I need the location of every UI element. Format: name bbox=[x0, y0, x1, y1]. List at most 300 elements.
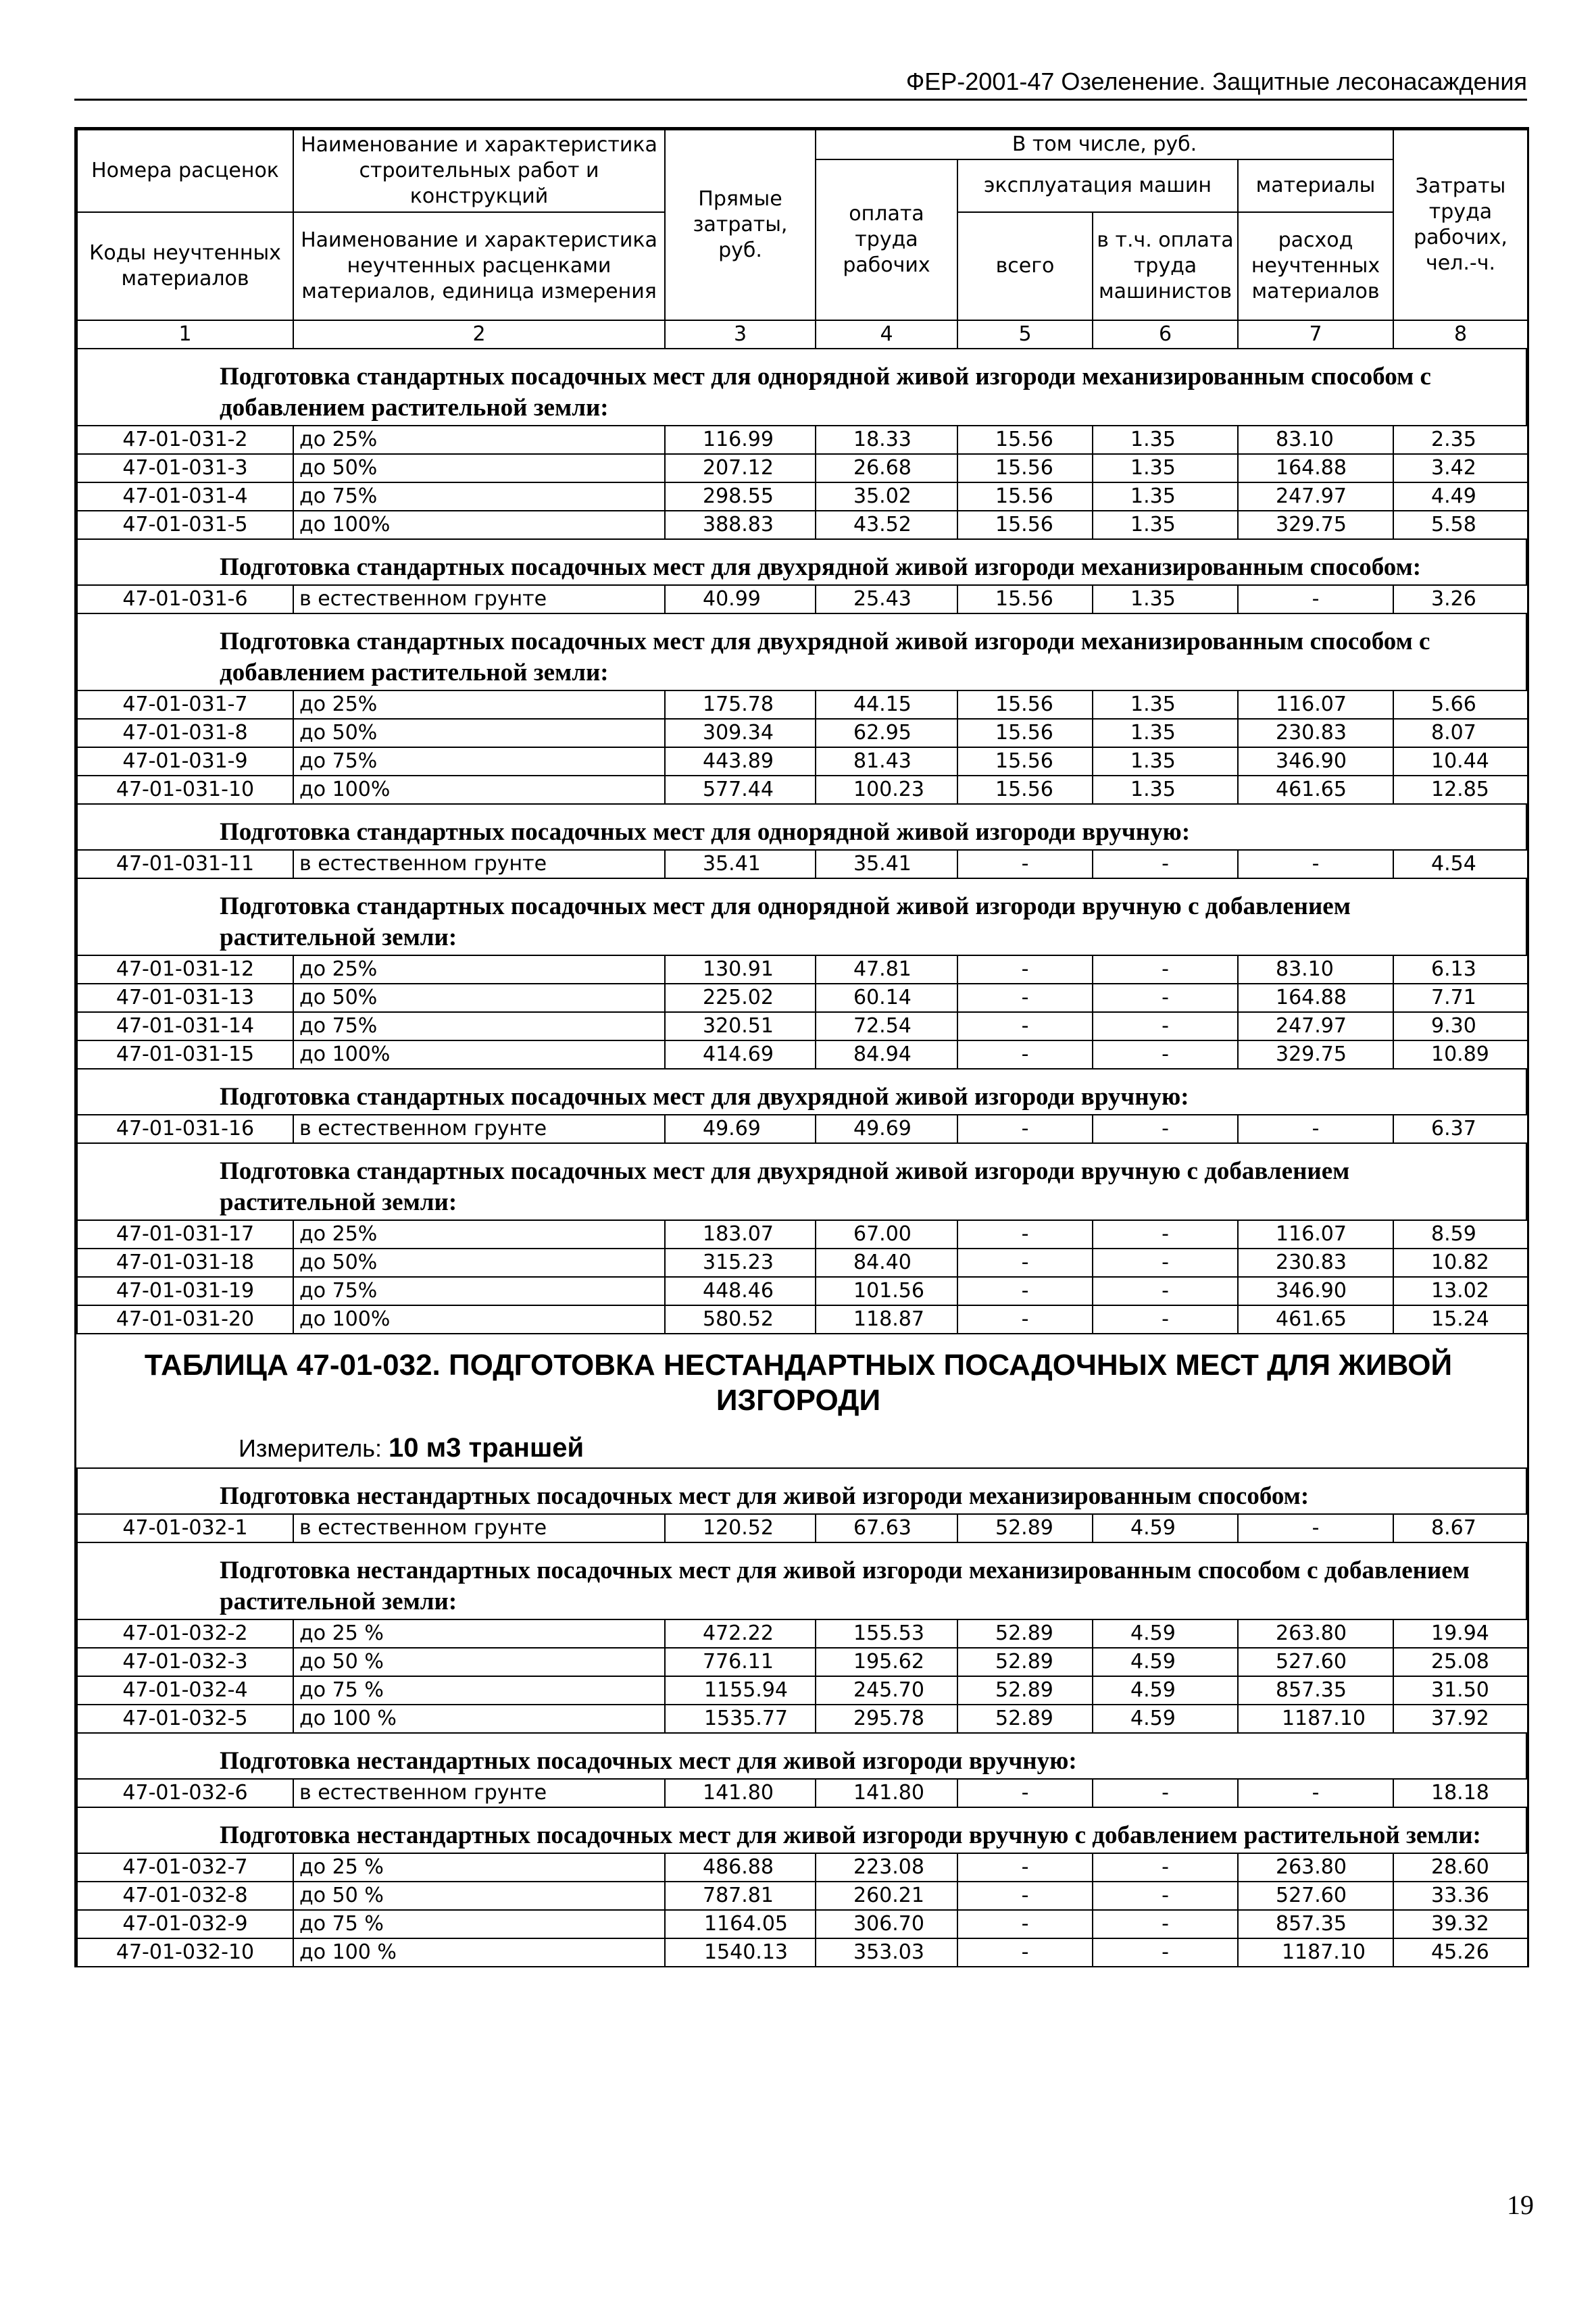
materials-cost-cell: 461.65 bbox=[1238, 1305, 1393, 1334]
rate-code-cell: 47-01-031-2 bbox=[77, 426, 293, 454]
table-row bbox=[77, 1648, 1528, 1676]
work-description-cell: до 75% bbox=[293, 747, 665, 776]
work-description-cell: в естественном грунте bbox=[293, 850, 665, 878]
table-row bbox=[77, 776, 1528, 804]
rate-code-cell: 47-01-032-6 bbox=[77, 1779, 293, 1807]
materials-cost-cell: 164.88 bbox=[1238, 454, 1393, 482]
labor-pay-cell: 295.78 bbox=[816, 1705, 957, 1733]
column-number: 6 bbox=[1093, 320, 1238, 349]
labor-hours-cell: 31.50 bbox=[1393, 1676, 1528, 1705]
machines-labor-cell: - bbox=[1093, 1910, 1238, 1938]
column-number: 5 bbox=[957, 320, 1093, 349]
work-description-cell: до 25% bbox=[293, 426, 665, 454]
page-number: 19 bbox=[1507, 2190, 1534, 2220]
materials-cost-cell: 263.80 bbox=[1238, 1619, 1393, 1648]
running-header: ФЕР-2001-47 Озеленение. Защитные лесонасаждения bbox=[74, 68, 1527, 101]
labor-pay-cell: 101.56 bbox=[816, 1277, 957, 1305]
machines-total-cell: 15.56 bbox=[957, 776, 1093, 804]
table-row bbox=[77, 1910, 1528, 1938]
work-description-cell: до 50 % bbox=[293, 1648, 665, 1676]
table-row bbox=[77, 1676, 1528, 1705]
rate-code-cell: 47-01-032-1 bbox=[77, 1514, 293, 1542]
direct-costs-cell: 309.34 bbox=[665, 719, 816, 747]
machines-total-cell: 15.56 bbox=[957, 454, 1093, 482]
work-description-cell: до 25% bbox=[293, 1220, 665, 1249]
labor-pay-cell: 141.80 bbox=[816, 1779, 957, 1807]
section-title: Подготовка нестандартных посадочных мест для живой изгороди вручную: bbox=[76, 1734, 1527, 1778]
machines-labor-cell: 4.59 bbox=[1093, 1619, 1238, 1648]
labor-hours-cell: 6.37 bbox=[1393, 1115, 1528, 1143]
labor-hours-cell: 45.26 bbox=[1393, 1938, 1528, 1967]
labor-hours-cell: 8.07 bbox=[1393, 719, 1528, 747]
rate-code-cell: 47-01-032-4 bbox=[77, 1676, 293, 1705]
machines-total-cell: - bbox=[957, 1249, 1093, 1277]
machines-labor-cell: - bbox=[1093, 1779, 1238, 1807]
direct-costs-cell: 320.51 bbox=[665, 1012, 816, 1040]
rate-code-cell: 47-01-032-3 bbox=[77, 1648, 293, 1676]
labor-pay-cell: 25.43 bbox=[816, 585, 957, 613]
rates-table bbox=[76, 849, 1528, 879]
machines-labor-cell: 4.59 bbox=[1093, 1648, 1238, 1676]
table-row bbox=[77, 1853, 1528, 1882]
work-description-cell: до 100% bbox=[293, 511, 665, 539]
direct-costs-cell: 35.41 bbox=[665, 850, 816, 878]
rate-code-cell: 47-01-031-8 bbox=[77, 719, 293, 747]
machines-total-cell: 52.89 bbox=[957, 1705, 1093, 1733]
header-name-top: Наименование и характеристика строительных работ и конструкций bbox=[293, 130, 665, 212]
column-number: 3 bbox=[665, 320, 816, 349]
machines-labor-cell: 4.59 bbox=[1093, 1676, 1238, 1705]
table-row bbox=[77, 585, 1528, 613]
direct-costs-cell: 141.80 bbox=[665, 1779, 816, 1807]
column-number: 8 bbox=[1393, 320, 1528, 349]
work-description-cell: до 100 % bbox=[293, 1938, 665, 1967]
labor-hours-cell: 13.02 bbox=[1393, 1277, 1528, 1305]
rate-code-cell: 47-01-031-7 bbox=[77, 690, 293, 719]
machines-labor-cell: 1.35 bbox=[1093, 776, 1238, 804]
direct-costs-cell: 49.69 bbox=[665, 1115, 816, 1143]
materials-cost-cell: - bbox=[1238, 850, 1393, 878]
machines-labor-cell: 1.35 bbox=[1093, 511, 1238, 539]
machines-labor-cell: - bbox=[1093, 1012, 1238, 1040]
rate-code-cell: 47-01-031-19 bbox=[77, 1277, 293, 1305]
materials-cost-cell: 263.80 bbox=[1238, 1853, 1393, 1882]
rates-table bbox=[76, 1778, 1528, 1808]
direct-costs-cell: 472.22 bbox=[665, 1619, 816, 1648]
section-title: Подготовка стандартных посадочных мест для однорядной живой изгороди вручную: bbox=[76, 805, 1527, 849]
header-machines-total: всего bbox=[957, 212, 1093, 320]
machines-total-cell: 15.56 bbox=[957, 690, 1093, 719]
materials-cost-cell: 230.83 bbox=[1238, 1249, 1393, 1277]
labor-hours-cell: 37.92 bbox=[1393, 1705, 1528, 1733]
machines-labor-cell: - bbox=[1093, 1305, 1238, 1334]
rate-code-cell: 47-01-031-17 bbox=[77, 1220, 293, 1249]
direct-costs-cell: 776.11 bbox=[665, 1648, 816, 1676]
materials-cost-cell: - bbox=[1238, 1115, 1393, 1143]
table-row bbox=[77, 1012, 1528, 1040]
labor-pay-cell: 44.15 bbox=[816, 690, 957, 719]
labor-hours-cell: 25.08 bbox=[1393, 1648, 1528, 1676]
rate-code-cell: 47-01-031-20 bbox=[77, 1305, 293, 1334]
labor-pay-cell: 81.43 bbox=[816, 747, 957, 776]
labor-pay-cell: 84.40 bbox=[816, 1249, 957, 1277]
rate-code-cell: 47-01-031-11 bbox=[77, 850, 293, 878]
labor-pay-cell: 26.68 bbox=[816, 454, 957, 482]
labor-hours-cell: 10.89 bbox=[1393, 1040, 1528, 1069]
labor-pay-cell: 245.70 bbox=[816, 1676, 957, 1705]
labor-hours-cell: 6.13 bbox=[1393, 955, 1528, 984]
table-47-01-032-title: ТАБЛИЦА 47-01-032. ПОДГОТОВКА НЕСТАНДАРТНЫХ ПОСАДОЧНЫХ МЕСТ ДЛЯ ЖИВОЙ ИЗГОРОДИ bbox=[144, 1349, 1453, 1417]
direct-costs-cell: 225.02 bbox=[665, 984, 816, 1012]
machines-labor-cell: 1.35 bbox=[1093, 585, 1238, 613]
table-row bbox=[77, 1249, 1528, 1277]
measurer-label: Измеритель: bbox=[239, 1434, 382, 1462]
header-machines-labor: в т.ч. оплата труда машинистов bbox=[1093, 212, 1238, 320]
direct-costs-cell: 486.88 bbox=[665, 1853, 816, 1882]
direct-costs-cell: 130.91 bbox=[665, 955, 816, 984]
direct-costs-cell: 207.12 bbox=[665, 454, 816, 482]
work-description-cell: до 50% bbox=[293, 1249, 665, 1277]
machines-total-cell: 52.89 bbox=[957, 1648, 1093, 1676]
rates-table-frame bbox=[74, 127, 1529, 1967]
work-description-cell: до 75 % bbox=[293, 1910, 665, 1938]
machines-total-cell: - bbox=[957, 850, 1093, 878]
direct-costs-cell: 388.83 bbox=[665, 511, 816, 539]
direct-costs-cell: 1535.77 bbox=[665, 1705, 816, 1733]
machines-total-cell: - bbox=[957, 955, 1093, 984]
rate-code-cell: 47-01-031-16 bbox=[77, 1115, 293, 1143]
table-row bbox=[77, 1040, 1528, 1069]
machines-labor-cell: - bbox=[1093, 1277, 1238, 1305]
table-row bbox=[77, 747, 1528, 776]
labor-pay-cell: 84.94 bbox=[816, 1040, 957, 1069]
direct-costs-cell: 175.78 bbox=[665, 690, 816, 719]
machines-labor-cell: 4.59 bbox=[1093, 1514, 1238, 1542]
machines-labor-cell: - bbox=[1093, 1882, 1238, 1910]
labor-hours-cell: 2.35 bbox=[1393, 426, 1528, 454]
machines-labor-cell: - bbox=[1093, 984, 1238, 1012]
table-row bbox=[77, 1115, 1528, 1143]
column-number: 1 bbox=[77, 320, 293, 349]
table-row bbox=[77, 690, 1528, 719]
labor-hours-cell: 3.42 bbox=[1393, 454, 1528, 482]
labor-hours-cell: 7.71 bbox=[1393, 984, 1528, 1012]
work-description-cell: в естественном грунте bbox=[293, 1514, 665, 1542]
rate-code-cell: 47-01-031-5 bbox=[77, 511, 293, 539]
labor-hours-cell: 15.24 bbox=[1393, 1305, 1528, 1334]
header-name-bottom: Наименование и характеристика неучтенных расценками материалов, единица измерения bbox=[293, 212, 665, 320]
rate-code-cell: 47-01-031-10 bbox=[77, 776, 293, 804]
machines-labor-cell: - bbox=[1093, 955, 1238, 984]
materials-cost-cell: 247.97 bbox=[1238, 1012, 1393, 1040]
machines-labor-cell: 1.35 bbox=[1093, 454, 1238, 482]
work-description-cell: до 100% bbox=[293, 1305, 665, 1334]
machines-total-cell: 52.89 bbox=[957, 1619, 1093, 1648]
direct-costs-cell: 787.81 bbox=[665, 1882, 816, 1910]
labor-hours-cell: 39.32 bbox=[1393, 1910, 1528, 1938]
section-title: Подготовка стандартных посадочных мест для однорядной живой изгороди механизированным способом с добавлением растительной земли: bbox=[76, 349, 1527, 425]
labor-hours-cell: 5.58 bbox=[1393, 511, 1528, 539]
materials-cost-cell: 1187.10 bbox=[1238, 1938, 1393, 1967]
materials-cost-cell: 857.35 bbox=[1238, 1910, 1393, 1938]
labor-pay-cell: 353.03 bbox=[816, 1938, 957, 1967]
materials-cost-cell: 461.65 bbox=[1238, 776, 1393, 804]
work-description-cell: до 100 % bbox=[293, 1705, 665, 1733]
machines-labor-cell: - bbox=[1093, 1040, 1238, 1069]
section-title: Подготовка нестандартных посадочных мест для живой изгороди вручную с добавлением растительной земли: bbox=[76, 1808, 1527, 1853]
direct-costs-cell: 443.89 bbox=[665, 747, 816, 776]
machines-labor-cell: 1.35 bbox=[1093, 690, 1238, 719]
direct-costs-cell: 120.52 bbox=[665, 1514, 816, 1542]
rate-code-cell: 47-01-031-14 bbox=[77, 1012, 293, 1040]
machines-labor-cell: - bbox=[1093, 1115, 1238, 1143]
labor-pay-cell: 62.95 bbox=[816, 719, 957, 747]
labor-hours-cell: 8.67 bbox=[1393, 1514, 1528, 1542]
materials-cost-cell: 329.75 bbox=[1238, 511, 1393, 539]
rates-table bbox=[76, 1853, 1528, 1967]
materials-cost-cell: 83.10 bbox=[1238, 955, 1393, 984]
machines-labor-cell: 1.35 bbox=[1093, 426, 1238, 454]
work-description-cell: до 100% bbox=[293, 1040, 665, 1069]
header-code-top: Номера расценок bbox=[77, 130, 293, 212]
section-title: Подготовка стандартных посадочных мест для двухрядной живой изгороди механизированным способом: bbox=[76, 540, 1527, 584]
labor-pay-cell: 155.53 bbox=[816, 1619, 957, 1648]
section-title: Подготовка нестандартных посадочных мест для живой изгороди механизированным способом с добавлением растительной земли: bbox=[76, 1543, 1527, 1619]
direct-costs-cell: 577.44 bbox=[665, 776, 816, 804]
machines-total-cell: - bbox=[957, 1779, 1093, 1807]
labor-pay-cell: 49.69 bbox=[816, 1115, 957, 1143]
header-direct-costs: Прямые затраты, руб. bbox=[665, 130, 816, 320]
direct-costs-cell: 1164.05 bbox=[665, 1910, 816, 1938]
work-description-cell: в естественном грунте bbox=[293, 1115, 665, 1143]
machines-labor-cell: - bbox=[1093, 1220, 1238, 1249]
direct-costs-cell: 315.23 bbox=[665, 1249, 816, 1277]
materials-cost-cell: 116.07 bbox=[1238, 1220, 1393, 1249]
table-47-01-031-body bbox=[76, 349, 1527, 1334]
table-row bbox=[77, 482, 1528, 511]
work-description-cell: в естественном грунте bbox=[293, 585, 665, 613]
section-title: Подготовка нестандартных посадочных мест для живой изгороди механизированным способом: bbox=[76, 1469, 1527, 1513]
work-description-cell: в естественном грунте bbox=[293, 1779, 665, 1807]
table-row bbox=[77, 955, 1528, 984]
rate-code-cell: 47-01-031-13 bbox=[77, 984, 293, 1012]
machines-total-cell: 15.56 bbox=[957, 719, 1093, 747]
rates-table bbox=[76, 690, 1528, 805]
work-description-cell: до 25 % bbox=[293, 1619, 665, 1648]
header-machines-group: эксплуатация машин bbox=[957, 159, 1238, 212]
labor-pay-cell: 67.00 bbox=[816, 1220, 957, 1249]
machines-labor-cell: 1.35 bbox=[1093, 719, 1238, 747]
rates-table bbox=[76, 1219, 1528, 1334]
rate-code-cell: 47-01-032-10 bbox=[77, 1938, 293, 1967]
machines-total-cell: - bbox=[957, 1305, 1093, 1334]
machines-total-cell: - bbox=[957, 1115, 1093, 1143]
labor-pay-cell: 47.81 bbox=[816, 955, 957, 984]
machines-total-cell: - bbox=[957, 1040, 1093, 1069]
header-code-bottom: Коды неучтенных материалов bbox=[77, 212, 293, 320]
work-description-cell: до 75% bbox=[293, 1277, 665, 1305]
materials-cost-cell: 83.10 bbox=[1238, 426, 1393, 454]
header-materials-consumption: расход неучтенных материалов bbox=[1238, 212, 1393, 320]
table-row bbox=[77, 1779, 1528, 1807]
column-number: 7 bbox=[1238, 320, 1393, 349]
rate-code-cell: 47-01-032-8 bbox=[77, 1882, 293, 1910]
table-row bbox=[77, 454, 1528, 482]
machines-total-cell: 52.89 bbox=[957, 1676, 1093, 1705]
materials-cost-cell: 230.83 bbox=[1238, 719, 1393, 747]
materials-cost-cell: 247.97 bbox=[1238, 482, 1393, 511]
machines-total-cell: - bbox=[957, 1938, 1093, 1967]
labor-pay-cell: 306.70 bbox=[816, 1910, 957, 1938]
header-materials-group: материалы bbox=[1238, 159, 1393, 212]
machines-total-cell: - bbox=[957, 1277, 1093, 1305]
machines-labor-cell: - bbox=[1093, 1938, 1238, 1967]
table-row bbox=[77, 1705, 1528, 1733]
rate-code-cell: 47-01-031-9 bbox=[77, 747, 293, 776]
materials-cost-cell: 527.60 bbox=[1238, 1648, 1393, 1676]
materials-cost-cell: 164.88 bbox=[1238, 984, 1393, 1012]
labor-pay-cell: 100.23 bbox=[816, 776, 957, 804]
direct-costs-cell: 40.99 bbox=[665, 585, 816, 613]
labor-pay-cell: 72.54 bbox=[816, 1012, 957, 1040]
table-row bbox=[77, 426, 1528, 454]
labor-hours-cell: 8.59 bbox=[1393, 1220, 1528, 1249]
direct-costs-cell: 183.07 bbox=[665, 1220, 816, 1249]
rate-code-cell: 47-01-032-7 bbox=[77, 1853, 293, 1882]
measurer-value: 10 м3 траншей bbox=[388, 1433, 584, 1463]
machines-labor-cell: - bbox=[1093, 1853, 1238, 1882]
materials-cost-cell: 857.35 bbox=[1238, 1676, 1393, 1705]
direct-costs-cell: 1155.94 bbox=[665, 1676, 816, 1705]
machines-total-cell: - bbox=[957, 1910, 1093, 1938]
work-description-cell: до 50% bbox=[293, 454, 665, 482]
labor-pay-cell: 18.33 bbox=[816, 426, 957, 454]
direct-costs-cell: 116.99 bbox=[665, 426, 816, 454]
labor-hours-cell: 3.26 bbox=[1393, 585, 1528, 613]
rate-code-cell: 47-01-031-3 bbox=[77, 454, 293, 482]
table-row bbox=[77, 719, 1528, 747]
labor-pay-cell: 118.87 bbox=[816, 1305, 957, 1334]
materials-cost-cell: - bbox=[1238, 1514, 1393, 1542]
rate-code-cell: 47-01-031-18 bbox=[77, 1249, 293, 1277]
direct-costs-cell: 580.52 bbox=[665, 1305, 816, 1334]
work-description-cell: до 25% bbox=[293, 690, 665, 719]
section-title: Подготовка стандартных посадочных мест для двухрядной живой изгороди вручную с добавлением растительной земли: bbox=[76, 1144, 1527, 1219]
column-number: 4 bbox=[816, 320, 957, 349]
machines-total-cell: - bbox=[957, 1882, 1093, 1910]
machines-total-cell: 15.56 bbox=[957, 426, 1093, 454]
materials-cost-cell: 329.75 bbox=[1238, 1040, 1393, 1069]
table-row bbox=[77, 1305, 1528, 1334]
rates-table bbox=[76, 584, 1528, 614]
labor-pay-cell: 43.52 bbox=[816, 511, 957, 539]
materials-cost-cell: 1187.10 bbox=[1238, 1705, 1393, 1733]
rate-code-cell: 47-01-031-4 bbox=[77, 482, 293, 511]
work-description-cell: до 75% bbox=[293, 1012, 665, 1040]
machines-total-cell: - bbox=[957, 1012, 1093, 1040]
machines-labor-cell: - bbox=[1093, 1249, 1238, 1277]
machines-total-cell: 52.89 bbox=[957, 1514, 1093, 1542]
work-description-cell: до 50% bbox=[293, 719, 665, 747]
machines-total-cell: 15.56 bbox=[957, 482, 1093, 511]
machines-labor-cell: 1.35 bbox=[1093, 482, 1238, 511]
work-description-cell: до 50% bbox=[293, 984, 665, 1012]
rates-table bbox=[76, 955, 1528, 1070]
rate-code-cell: 47-01-031-15 bbox=[77, 1040, 293, 1069]
materials-cost-cell: 346.90 bbox=[1238, 747, 1393, 776]
header-labor-costs: Затраты труда рабочих, чел.-ч. bbox=[1393, 130, 1528, 320]
table-header bbox=[76, 129, 1528, 349]
machines-labor-cell: - bbox=[1093, 850, 1238, 878]
rate-code-cell: 47-01-032-2 bbox=[77, 1619, 293, 1648]
labor-hours-cell: 4.54 bbox=[1393, 850, 1528, 878]
machines-total-cell: - bbox=[957, 1853, 1093, 1882]
column-numbers-row bbox=[77, 320, 1528, 349]
labor-hours-cell: 4.49 bbox=[1393, 482, 1528, 511]
header-labor-pay: оплата труда рабочих bbox=[816, 159, 957, 320]
machines-total-cell: 15.56 bbox=[957, 511, 1093, 539]
header-including-group: В том числе, руб. bbox=[816, 130, 1393, 159]
table-row bbox=[77, 850, 1528, 878]
direct-costs-cell: 414.69 bbox=[665, 1040, 816, 1069]
rates-table bbox=[76, 425, 1528, 540]
rate-code-cell: 47-01-032-9 bbox=[77, 1910, 293, 1938]
work-description-cell: до 50 % bbox=[293, 1882, 665, 1910]
table-row bbox=[77, 1882, 1528, 1910]
table-row bbox=[77, 1220, 1528, 1249]
materials-cost-cell: - bbox=[1238, 1779, 1393, 1807]
machines-total-cell: - bbox=[957, 984, 1093, 1012]
work-description-cell: до 25 % bbox=[293, 1853, 665, 1882]
table-row bbox=[77, 1619, 1528, 1648]
labor-pay-cell: 35.41 bbox=[816, 850, 957, 878]
rates-table bbox=[76, 1114, 1528, 1144]
labor-hours-cell: 19.94 bbox=[1393, 1619, 1528, 1648]
rate-code-cell: 47-01-031-6 bbox=[77, 585, 293, 613]
section-title: Подготовка стандартных посадочных мест для однорядной живой изгороди вручную с добавлением растительной земли: bbox=[76, 879, 1527, 955]
column-number: 2 bbox=[293, 320, 665, 349]
section-title: Подготовка стандартных посадочных мест для двухрядной живой изгороди вручную: bbox=[76, 1070, 1527, 1114]
work-description-cell: до 25% bbox=[293, 955, 665, 984]
work-description-cell: до 100% bbox=[293, 776, 665, 804]
table-row bbox=[77, 1277, 1528, 1305]
materials-cost-cell: - bbox=[1238, 585, 1393, 613]
materials-cost-cell: 116.07 bbox=[1238, 690, 1393, 719]
labor-pay-cell: 67.63 bbox=[816, 1514, 957, 1542]
table-47-01-032-body bbox=[76, 1469, 1527, 1967]
rates-table bbox=[76, 1513, 1528, 1543]
labor-hours-cell: 10.44 bbox=[1393, 747, 1528, 776]
labor-hours-cell: 18.18 bbox=[1393, 1779, 1528, 1807]
measurer-line bbox=[76, 1424, 1527, 1469]
labor-hours-cell: 33.36 bbox=[1393, 1882, 1528, 1910]
direct-costs-cell: 298.55 bbox=[665, 482, 816, 511]
labor-pay-cell: 223.08 bbox=[816, 1853, 957, 1882]
labor-hours-cell: 5.66 bbox=[1393, 690, 1528, 719]
machines-total-cell: 15.56 bbox=[957, 747, 1093, 776]
labor-pay-cell: 60.14 bbox=[816, 984, 957, 1012]
rates-table bbox=[76, 1619, 1528, 1734]
machines-labor-cell: 1.35 bbox=[1093, 747, 1238, 776]
table-row bbox=[77, 984, 1528, 1012]
materials-cost-cell: 346.90 bbox=[1238, 1277, 1393, 1305]
labor-pay-cell: 260.21 bbox=[816, 1882, 957, 1910]
labor-hours-cell: 9.30 bbox=[1393, 1012, 1528, 1040]
rate-code-cell: 47-01-031-12 bbox=[77, 955, 293, 984]
table-row bbox=[77, 1938, 1528, 1967]
machines-total-cell: 15.56 bbox=[957, 585, 1093, 613]
labor-pay-cell: 195.62 bbox=[816, 1648, 957, 1676]
